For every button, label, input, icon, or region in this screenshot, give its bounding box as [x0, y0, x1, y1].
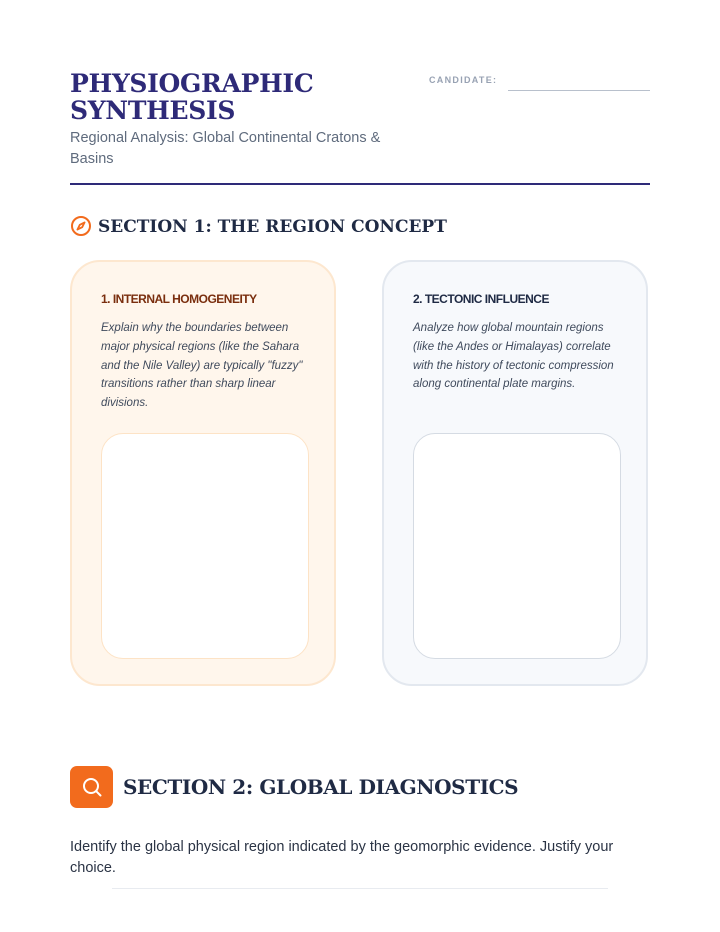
candidate-name-field[interactable] [508, 90, 650, 91]
section-1-header [70, 213, 650, 239]
search-icon-tile [70, 766, 113, 808]
header-divider [70, 183, 650, 185]
page-title: PHYSIOGRAPHIC SYNTHESIS [70, 69, 314, 125]
header [70, 70, 650, 185]
section-1-title: SECTION 1: THE REGION CONCEPT [98, 217, 447, 237]
card-prompt: Analyze how global mountain regions (like the Andes or Himalayas) correlate with the history of tectonic compression along continental plate margins. [413, 322, 614, 391]
section-2-instructions: Identify the global physical region indicated by the geomorphic evidence. Justify your choice. [70, 839, 614, 876]
answer-box-tectonic[interactable] [413, 433, 621, 659]
compass-icon [70, 215, 92, 237]
worksheet-page [70, 0, 650, 932]
section-2-header [70, 766, 650, 808]
card-heading: 1. INTERNAL HOMOGENEITY [101, 292, 257, 306]
answer-box-homogeneity[interactable] [101, 433, 309, 659]
candidate-label: CANDIDATE: [429, 75, 498, 85]
card-internal-homogeneity [70, 260, 336, 686]
divider [112, 888, 608, 889]
card-heading: 2. TECTONIC INFLUENCE [413, 292, 549, 306]
section-2-title: SECTION 2: GLOBAL DIAGNOSTICS [123, 775, 519, 799]
card-prompt: Explain why the boundaries between major physical regions (like the Sahara and the Nile Valley) are typically "fuzzy" transitions rather than sharp linear divisions. [101, 322, 303, 410]
search-icon [81, 776, 103, 798]
page-subtitle: Regional Analysis: Global Continental Cratons & Basins [70, 130, 381, 167]
card-tectonic-influence [382, 260, 648, 686]
